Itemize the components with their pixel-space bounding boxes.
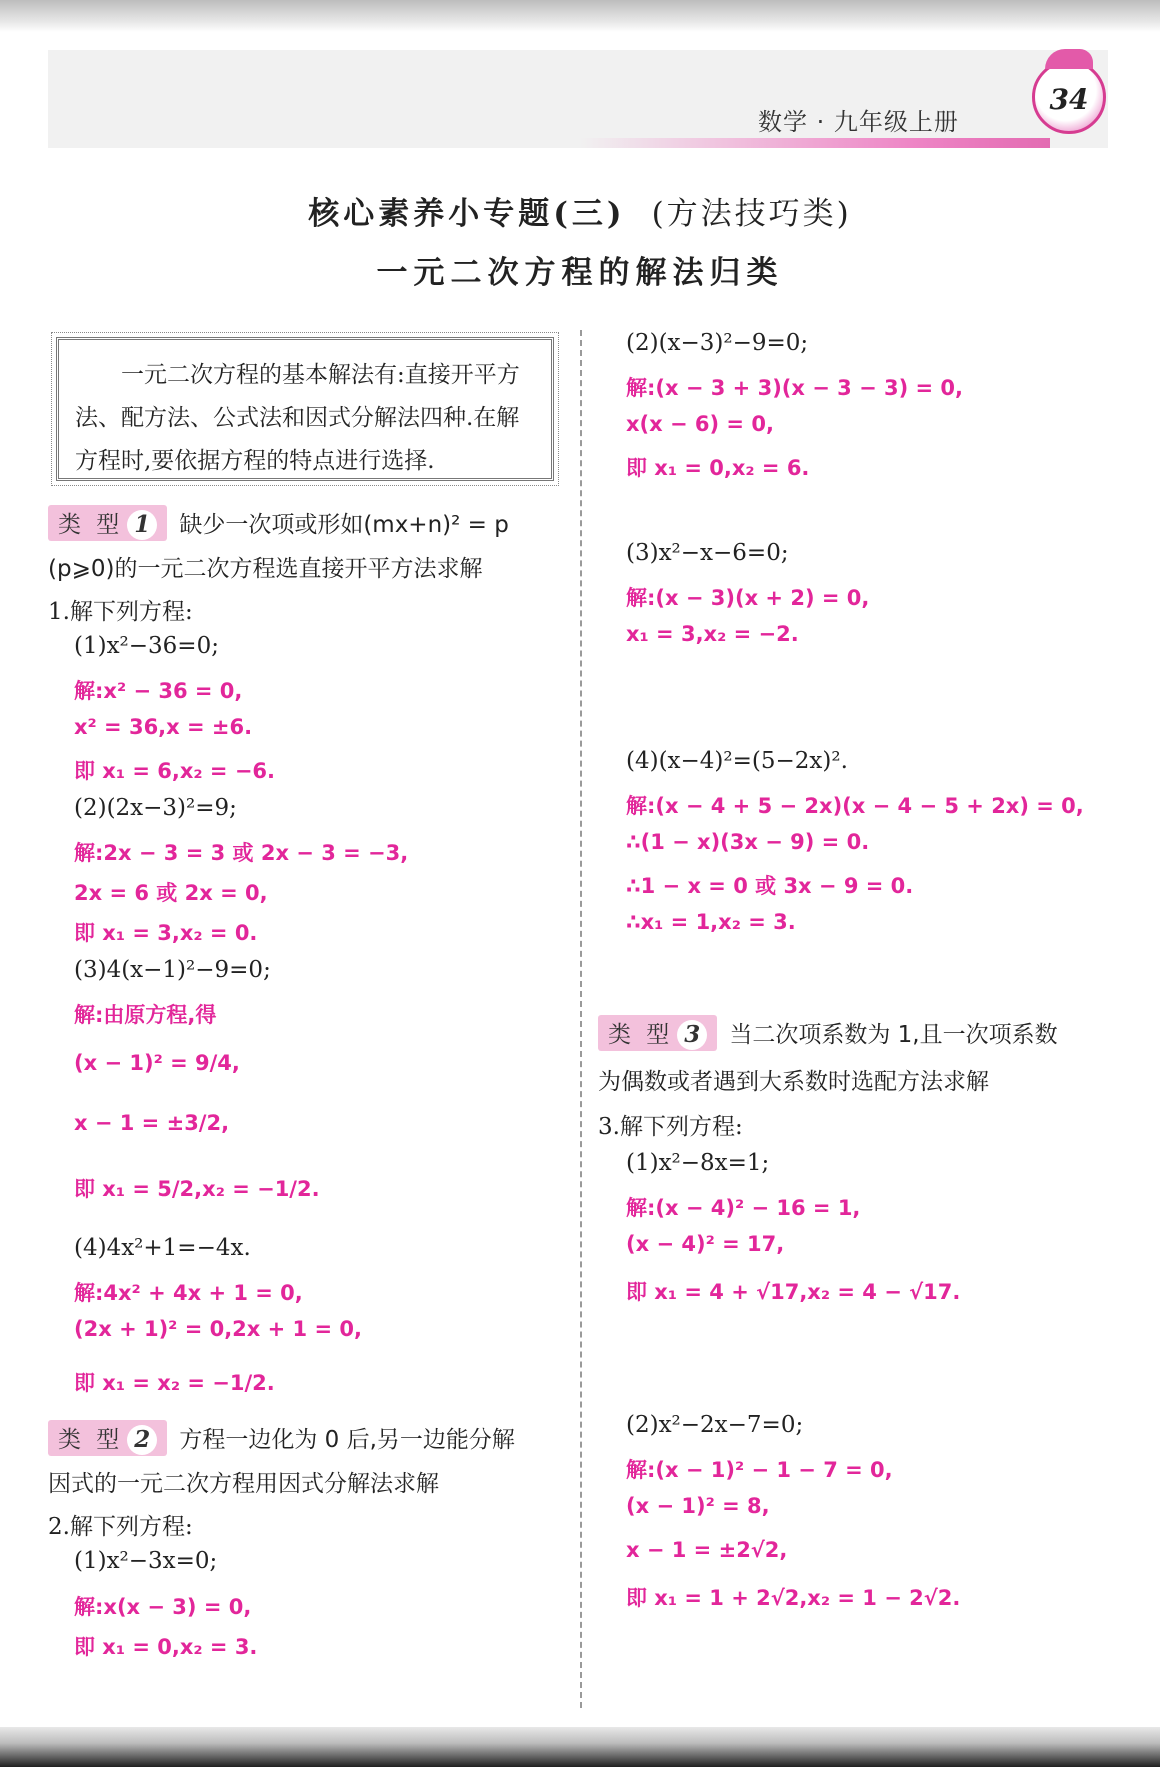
q1-3-answer-line: 解:由原方程,得 <box>74 1003 217 1027</box>
type-tag: 类 型 2 <box>48 1420 167 1456</box>
intro-text: 一元二次方程的基本解法有:直接开平方法、配方法、公式法和因式分解法四种.在解方程时,要依据方程的特点进行选择. <box>75 362 520 474</box>
q1-3-answer-line: (x − 1)² = 9/4, <box>74 1051 240 1075</box>
q1-2-question: (2)(2x−3)²=9; <box>74 795 237 821</box>
q1-1-answer-line: 即 x₁ = 6,x₂ = −6. <box>74 759 276 783</box>
type-tag: 类 型 3 <box>598 1015 717 1051</box>
q3-1-answer-line: 即 x₁ = 4 + √17,x₂ = 4 − √17. <box>626 1280 961 1304</box>
q3-stem: 3.解下列方程: <box>598 1114 743 1140</box>
q1-3-question: (3)4(x−1)²−9=0; <box>74 957 271 983</box>
q2-1-question: (1)x²−3x=0; <box>74 1548 218 1574</box>
q3-2-answer-line: (x − 1)² = 8, <box>626 1494 770 1518</box>
type1-line1: 缺少一次项或形如(mx+n)² = p <box>179 512 509 538</box>
q2-2-answer-line: x(x − 6) = 0, <box>626 412 774 436</box>
q2-4-answer-line: 解:(x − 4 + 5 − 2x)(x − 4 − 5 + 2x) = 0, <box>626 794 1084 818</box>
header-accent-stripe <box>580 138 1050 148</box>
q1-3-answer-line: 即 x₁ = 5/2,x₂ = −1/2. <box>74 1177 320 1201</box>
type3-line2: 为偶数或者遇到大系数时选配方法求解 <box>598 1069 989 1095</box>
intro-box <box>56 337 554 481</box>
q2-2-question: (2)(x−3)²−9=0; <box>626 330 809 356</box>
type3-heading <box>598 1015 1058 1051</box>
subject-label: 数学 · 九年级上册 <box>758 108 959 136</box>
q2-2-answer-line: 即 x₁ = 0,x₂ = 6. <box>626 456 810 480</box>
q1-4-answer-line: 即 x₁ = x₂ = −1/2. <box>74 1371 275 1395</box>
q3-1-answer-line: (x − 4)² = 17, <box>626 1232 785 1256</box>
q1-4-question: (4)4x²+1=−4x. <box>74 1235 251 1261</box>
type3-line1: 当二次项系数为 1,且一次项系数 <box>729 1022 1058 1048</box>
q2-3-answer-line: x₁ = 3,x₂ = −2. <box>626 622 799 646</box>
q2-1-answer-line: 即 x₁ = 0,x₂ = 3. <box>74 1635 258 1659</box>
type2-heading <box>48 1420 515 1456</box>
column-divider <box>580 330 582 1708</box>
title-main: 核心素养小专题(三) <box>308 196 626 232</box>
q2-2-answer-line: 解:(x − 3 + 3)(x − 3 − 3) = 0, <box>626 376 964 400</box>
q3-2-answer-line: 即 x₁ = 1 + 2√2,x₂ = 1 − 2√2. <box>626 1586 961 1610</box>
type2-line2: 因式的一元二次方程用因式分解法求解 <box>48 1471 439 1497</box>
type1-heading <box>48 505 509 541</box>
q3-2-question: (2)x²−2x−7=0; <box>626 1412 804 1438</box>
q3-2-answer-line: x − 1 = ±2√2, <box>626 1538 788 1562</box>
q1-4-answer-line: (2x + 1)² = 0,2x + 1 = 0, <box>74 1317 362 1341</box>
q1-3-answer-line: x − 1 = ±3/2, <box>74 1111 230 1135</box>
type-tag: 类 型 1 <box>48 505 167 541</box>
page-subtitle: 一元二次方程的解法归类 <box>376 255 784 291</box>
q1-stem: 1.解下列方程: <box>48 599 193 625</box>
q2-4-answer-line: ∴(1 − x)(3x − 9) = 0. <box>626 830 870 854</box>
viewer-top-frame <box>0 0 1160 32</box>
q2-4-question: (4)(x−4)²=(5−2x)². <box>626 748 848 774</box>
page-title <box>0 188 1160 233</box>
q1-2-answer-line: 解:2x − 3 = 3 或 2x − 3 = −3, <box>74 841 409 865</box>
viewer-bottom-frame <box>0 1727 1160 1767</box>
q1-2-answer-line: 2x = 6 或 2x = 0, <box>74 881 268 905</box>
q2-3-answer-line: 解:(x − 3)(x + 2) = 0, <box>626 586 870 610</box>
q2-1-answer-line: 解:x(x − 3) = 0, <box>74 1595 252 1619</box>
type2-line1: 方程一边化为 0 后,另一边能分解 <box>179 1427 515 1453</box>
badge-ribbon-icon <box>1045 49 1093 69</box>
q3-2-answer-line: 解:(x − 1)² − 1 − 7 = 0, <box>626 1458 893 1482</box>
q1-1-answer-line: 解:x² − 36 = 0, <box>74 679 243 703</box>
q1-2-answer-line: 即 x₁ = 3,x₂ = 0. <box>74 921 258 945</box>
q3-1-question: (1)x²−8x=1; <box>626 1150 770 1176</box>
q1-1-question: (1)x²−36=0; <box>74 633 219 659</box>
q1-4-answer-line: 解:4x² + 4x + 1 = 0, <box>74 1281 303 1305</box>
q2-4-answer-line: ∴x₁ = 1,x₂ = 3. <box>626 910 796 934</box>
title-category: (方法技巧类) <box>651 196 852 232</box>
q2-3-question: (3)x²−x−6=0; <box>626 540 789 566</box>
q1-1-answer-line: x² = 36,x = ±6. <box>74 715 253 739</box>
q3-1-answer-line: 解:(x − 4)² − 16 = 1, <box>626 1196 861 1220</box>
type1-line2: (p⩾0)的一元二次方程选直接开平方法求解 <box>48 556 483 582</box>
page-number-badge <box>1032 60 1106 134</box>
q2-4-answer-line: ∴1 − x = 0 或 3x − 9 = 0. <box>626 874 914 898</box>
page-number: 34 <box>1049 83 1089 116</box>
q2-stem: 2.解下列方程: <box>48 1514 193 1540</box>
